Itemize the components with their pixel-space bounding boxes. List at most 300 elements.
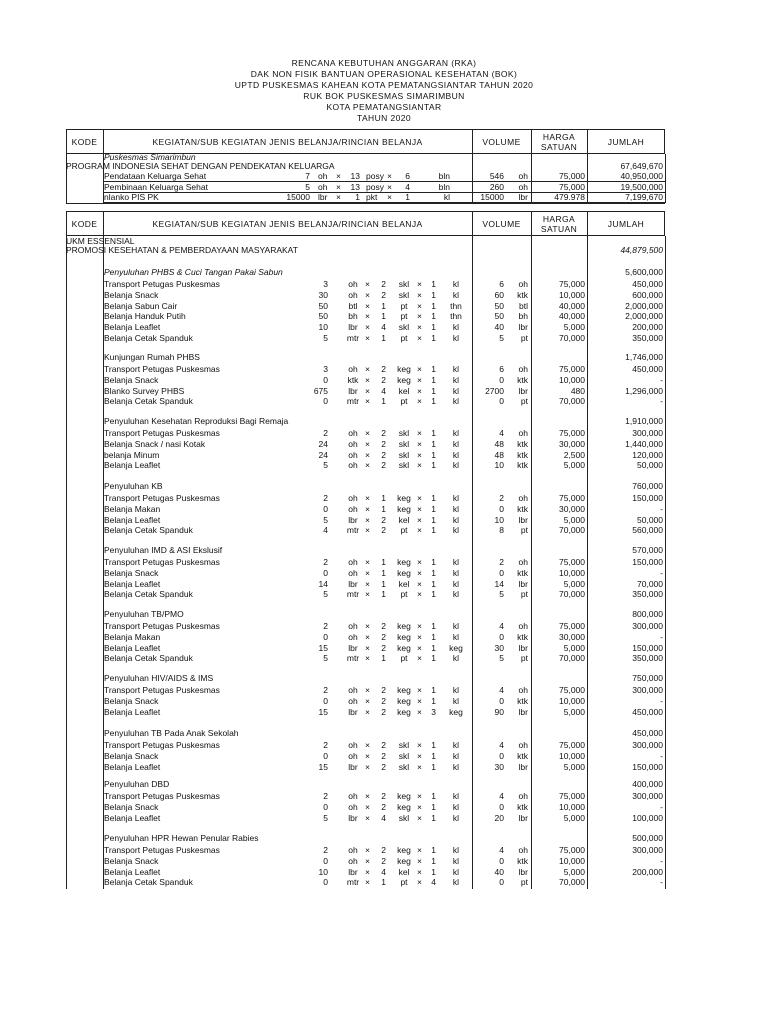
qty-2: 2 [381,801,386,812]
unit-price: 75,000 [559,428,585,438]
qty-3: 1 [431,322,436,333]
volume-value: 6 [499,364,504,374]
qty-1: 0 [323,877,328,888]
unit-price: 5,000 [563,706,585,717]
unit-2: skl [398,460,410,471]
volume-unit: lbr [518,706,528,717]
row-total: - [660,695,663,706]
times-sign: × [365,740,370,750]
unit-3: kl [452,396,460,407]
volume-unit: oh [518,493,528,503]
qty-1: 2 [323,493,328,503]
times-sign: × [365,653,370,664]
volume-value: 4 [499,845,504,855]
unit-2: pt [400,589,408,600]
unit-1: mtr [346,525,360,536]
unit-2: skl [398,322,410,333]
times-sign: × [417,279,422,289]
unit-3: kl [452,460,460,471]
times-sign: × [417,801,422,812]
column-divider [665,154,666,203]
qty-1: 24 [318,449,328,460]
unit-2: pt [400,311,408,322]
item-description: Belanja Snack [104,374,159,385]
column-divider [66,236,67,889]
item-description: Transport Petugas Puskesmas [104,621,220,631]
unit-price: 40,000 [559,311,585,322]
column-divider [665,236,666,889]
unit-2: pkt [366,192,378,202]
qty-2: 1 [381,653,386,664]
header-harga: HARGA [542,213,576,224]
times-sign: × [365,385,370,396]
qty-2: 2 [381,695,386,706]
qty-2: 2 [381,364,386,374]
qty-1: 0 [323,503,328,514]
row-total: 70,000 [637,578,663,589]
qty-1: 50 [318,300,328,311]
item-description: Belanja Cetak Spanduk [104,653,193,664]
qty-1: 0 [323,695,328,706]
unit-2: keg [397,374,411,385]
unit-3: kl [452,812,460,823]
qty-2: 1 [381,877,386,888]
qty-3: 1 [431,631,436,642]
times-sign: × [417,866,422,877]
times-sign: × [417,428,422,438]
item-description: Transport Petugas Puskesmas [104,493,220,503]
item-description: Belanja Snack [104,855,159,866]
unit-3: kl [452,279,460,289]
column-divider [531,154,532,203]
qty-2: 1 [381,503,386,514]
item-description: Belanja Cetak Spanduk [104,333,193,343]
unit-2: pt [400,653,408,664]
times-sign: × [365,845,370,855]
times-sign: × [417,761,422,772]
unit-3: kl [452,866,460,877]
qty-1: 0 [323,855,328,866]
row-total: 300,000 [632,791,663,801]
unit-price: 5,000 [563,761,585,772]
unit-price: 30,000 [559,438,585,449]
unit-2: skl [398,750,410,761]
volume-unit: pt [520,525,528,536]
row-total: 300,000 [632,621,663,631]
volume-unit: oh [518,685,528,695]
row-total: - [660,374,663,385]
unit-2: skl [398,438,410,449]
item-description: Belanja Leaflet [104,578,161,589]
unit-3: kl [452,791,460,801]
unit-3: kl [452,801,460,812]
qty-3: 1 [405,192,410,202]
volume-unit: ktk [517,460,528,471]
qty-2: 2 [381,514,386,525]
qty-2: 1 [381,300,386,311]
row-total: 300,000 [632,428,663,438]
qty-3: 3 [431,706,436,717]
volume-value: 5 [499,653,504,664]
row-total: - [660,631,663,642]
unit-price: 75,000 [559,621,585,631]
row-total: 2,000,000 [625,311,663,322]
section-title: Penyuluhan PHBS & Cuci Tangan Pakai Sabun [104,267,283,277]
times-sign: × [365,578,370,589]
unit-price: 75,000 [559,182,585,192]
volume-unit: oh [518,791,528,801]
qty-1: 3 [323,279,328,289]
qty-1: 2 [323,685,328,695]
qty-2: 2 [381,631,386,642]
unit-3: kl [452,567,460,578]
unit-1: lbr [348,578,358,589]
volume-unit: oh [518,364,528,374]
times-sign: × [417,812,422,823]
times-sign: × [365,322,370,333]
item-description: Belanja Snack [104,750,159,761]
volume-value: 4 [499,621,504,631]
row-total: 2,000,000 [625,300,663,311]
volume-unit: ktk [517,631,528,642]
section-title: Penyuluhan DBD [104,779,170,789]
times-sign: × [365,567,370,578]
unit-3: kl [452,750,460,761]
volume-unit: ktk [517,503,528,514]
times-sign: × [417,460,422,471]
volume-value: 40 [494,866,504,877]
unit-3: kl [452,589,460,600]
qty-2: 2 [381,279,386,289]
times-sign: × [365,761,370,772]
times-sign: × [417,695,422,706]
times-sign: × [387,171,392,181]
qty-1: 0 [323,801,328,812]
row-total: - [660,855,663,866]
times-sign: × [417,706,422,717]
unit-price: 5,000 [563,460,585,471]
item-description: Belanja Snack [104,289,159,300]
column-divider [587,236,588,889]
qty-3: 1 [431,311,436,322]
header-kegiatan: KEGIATAN/SUB KEGIATAN JENIS BELANJA/RINCIAN BELANJA [152,136,423,147]
qty-2: 13 [350,182,360,192]
row-total: - [660,877,663,888]
section-total: 750,000 [632,673,663,683]
unit-3: kl [452,578,460,589]
qty-2: 1 [381,557,386,567]
times-sign: × [365,438,370,449]
qty-3: 4 [405,182,410,192]
volume-value: 0 [499,567,504,578]
times-sign: × [417,374,422,385]
times-sign: × [417,449,422,460]
promosi-total: 44,879,500 [620,245,663,255]
volume-unit: btl [519,300,528,311]
volume-unit: lbr [518,322,528,333]
qty-3: 1 [431,503,436,514]
qty-2: 1 [381,493,386,503]
qty-1: 5 [323,812,328,823]
times-sign: × [365,685,370,695]
times-sign: × [417,855,422,866]
times-sign: × [417,750,422,761]
qty-3: 1 [431,460,436,471]
row-total: 350,000 [632,589,663,600]
qty-1: 3 [323,364,328,374]
unit-2: keg [397,801,411,812]
unit-price: 479.978 [554,192,585,202]
volume-unit: ktk [517,750,528,761]
unit-price: 40,000 [559,300,585,311]
times-sign: × [417,333,422,343]
item-description: Belanja Leaflet [104,706,161,717]
qty-1: 0 [323,750,328,761]
unit-2: keg [397,642,411,653]
times-sign: × [336,182,341,192]
times-sign: × [417,578,422,589]
row-total: 450,000 [632,364,663,374]
volume-value: 2700 [485,385,504,396]
ukm-label: UKM ESSENSIAL [66,236,135,246]
times-sign: × [417,557,422,567]
unit-2: keg [397,695,411,706]
unit-3: thn [450,311,462,322]
unit-1: oh [348,364,358,374]
times-sign: × [365,877,370,888]
unit-1: lbr [348,385,358,396]
unit-3: keg [449,706,463,717]
times-sign: × [336,192,341,202]
volume-value: 30 [494,761,504,772]
qty-2: 1 [381,396,386,407]
volume-unit: pt [520,653,528,664]
volume-value: 4 [499,791,504,801]
qty-2: 4 [381,866,386,877]
unit-2: kel [398,514,410,525]
qty-2: 2 [381,438,386,449]
times-sign: × [365,631,370,642]
qty-1: 15 [318,761,328,772]
section-total: 800,000 [632,609,663,619]
item-description: nlanko PIS PK [104,192,159,202]
times-sign: × [365,279,370,289]
item-description: Transport Petugas Puskesmas [104,685,220,695]
volume-value: 14 [494,578,504,589]
times-sign: × [365,449,370,460]
item-description: Belanja Makan [104,631,161,642]
volume-unit: pt [520,877,528,888]
item-description: Belanja Cetak Spanduk [104,877,193,888]
unit-1: oh [348,750,358,761]
item-description: Belanja Snack [104,567,159,578]
item-description: Belanja Leaflet [104,866,161,877]
unit-3: kl [452,525,460,536]
unit-1: oh [348,428,358,438]
qty-2: 2 [381,621,386,631]
row-total: 450,000 [632,279,663,289]
volume-unit: oh [518,740,528,750]
unit-price: 5,000 [563,514,585,525]
qty-2: 4 [381,812,386,823]
volume-value: 5 [499,333,504,343]
times-sign: × [365,791,370,801]
unit-2: pt [400,525,408,536]
qty-3: 1 [431,578,436,589]
unit-1: oh [348,460,358,471]
unit-price: 5,000 [563,578,585,589]
unit-2: pt [400,333,408,343]
times-sign: × [417,653,422,664]
qty-1: 0 [323,396,328,407]
volume-value: 0 [499,801,504,812]
volume-value: 50 [494,300,504,311]
item-description: Belanja Makan [104,503,161,514]
unit-1: lbr [348,812,358,823]
unit-2: pt [400,877,408,888]
volume-value: 0 [499,855,504,866]
unit-1: oh [348,279,358,289]
unit-3: bln [438,182,450,192]
unit-1: ktk [347,374,359,385]
qty-2: 13 [350,171,360,181]
section-total: 570,000 [632,545,663,555]
unit-1: lbr [348,761,358,772]
qty-3: 1 [431,428,436,438]
row-total: 19,500,000 [620,182,663,192]
row-underline [472,202,665,203]
unit-price: 5,000 [563,642,585,653]
unit-3: kl [443,192,450,202]
unit-1: oh [318,171,328,181]
unit-price: 75,000 [559,279,585,289]
item-description: Belanja Leaflet [104,812,161,823]
header-jumlah: JUMLAH [607,136,645,147]
unit-2: pt [400,300,408,311]
item-description: Belanja Cetak Spanduk [104,396,193,407]
qty-3: 1 [431,300,436,311]
volume-value: 4 [499,740,504,750]
doc-title-line: KOTA PEMATANGSIANTAR [326,102,442,112]
qty-3: 1 [431,525,436,536]
unit-3: kl [452,374,460,385]
unit-1: mtr [346,653,360,664]
times-sign: × [365,311,370,322]
item-description: Transport Petugas Puskesmas [104,364,220,374]
volume-value: 48 [494,449,504,460]
qty-1: 15 [318,642,328,653]
volume-unit: ktk [517,567,528,578]
unit-1: oh [348,855,358,866]
unit-1: oh [348,845,358,855]
unit-3: thn [450,300,462,311]
qty-1: 0 [323,567,328,578]
volume-value: 546 [489,171,504,181]
unit-price: 70,000 [559,333,585,343]
unit-3: kl [452,385,460,396]
qty-3: 1 [431,761,436,772]
item-description: Belanja Snack / nasi Kotak [104,438,206,449]
qty-3: 1 [431,685,436,695]
volume-unit: oh [518,182,528,192]
unit-price: 30,000 [559,631,585,642]
volume-unit: ktk [517,855,528,866]
times-sign: × [365,374,370,385]
qty-3: 1 [431,514,436,525]
volume-unit: oh [518,621,528,631]
unit-1: oh [348,289,358,300]
unit-2: pt [400,396,408,407]
times-sign: × [365,364,370,374]
qty-3: 1 [431,695,436,706]
volume-value: 10 [494,460,504,471]
volume-value: 48 [494,438,504,449]
doc-title-line: UPTD PUSKESMAS KAHEAN KOTA PEMATANGSIANTAR TAHUN 2020 [234,80,534,90]
volume-value: 260 [489,182,504,192]
doc-title-line: RUK BOK PUSKESMAS SIMARIMBUN [303,91,465,101]
times-sign: × [365,460,370,471]
times-sign: × [417,493,422,503]
qty-1: 24 [318,438,328,449]
unit-2: posy [366,171,384,181]
unit-1: lbr [348,706,358,717]
unit-1: oh [348,557,358,567]
times-sign: × [417,311,422,322]
item-description: Belanja Cetak Spanduk [104,589,193,600]
qty-2: 2 [381,289,386,300]
unit-price: 5,000 [563,322,585,333]
times-sign: × [417,642,422,653]
unit-3: kl [452,557,460,567]
volume-value: 0 [499,374,504,385]
table-bottom-border [66,203,665,204]
item-description: Belanja Leaflet [104,642,161,653]
times-sign: × [417,300,422,311]
item-description: Transport Petugas Puskesmas [104,279,220,289]
volume-unit: ktk [517,449,528,460]
header-kode: KODE [71,136,98,147]
row-total: 150,000 [632,557,663,567]
row-total: 150,000 [632,642,663,653]
volume-value: 0 [499,750,504,761]
qty-3: 1 [431,866,436,877]
row-total: 100,000 [632,812,663,823]
qty-1: 30 [318,289,328,300]
qty-3: 1 [431,567,436,578]
volume-unit: lbr [518,761,528,772]
times-sign: × [417,631,422,642]
qty-3: 6 [405,171,410,181]
unit-price: 480 [570,385,585,396]
qty-1: 2 [323,791,328,801]
times-sign: × [365,706,370,717]
qty-1: 2 [323,557,328,567]
row-total: 1,440,000 [625,438,663,449]
row-total: 7,199,670 [625,192,663,202]
unit-3: kl [452,364,460,374]
unit-2: kel [398,866,410,877]
volume-value: 5 [499,589,504,600]
unit-3: kl [452,322,460,333]
unit-price: 70,000 [559,589,585,600]
row-total: 200,000 [632,866,663,877]
unit-price: 10,000 [559,750,585,761]
unit-3: kl [452,631,460,642]
row-total: 350,000 [632,333,663,343]
unit-1: oh [348,695,358,706]
row-total: 560,000 [632,525,663,536]
qty-2: 2 [381,791,386,801]
